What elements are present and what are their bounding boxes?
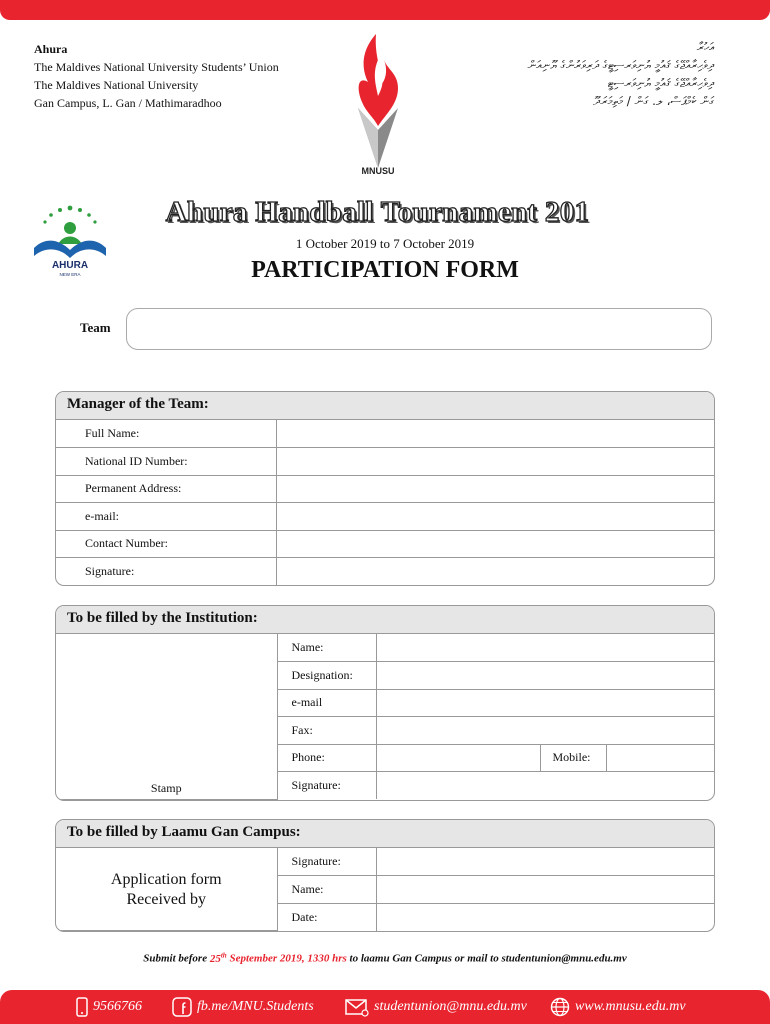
field-label: Permanent Address: [56, 475, 276, 503]
email-icon [345, 997, 369, 1017]
footer-website-text: www.mnusu.edu.mv [575, 999, 686, 1014]
footer-facebook-text: fb.me/MNU.Students [197, 999, 314, 1014]
event-dates: 1 October 2019 to 7 October 2019 [295, 236, 475, 251]
manager-section [55, 391, 715, 586]
section-heading: To be filled by Laamu Gan Campus: [56, 820, 714, 848]
footer-phone-text: 9566766 [93, 999, 142, 1014]
mnusu-torch-logo [348, 30, 408, 175]
table-row [56, 420, 714, 448]
footer-phone[interactable] [76, 997, 142, 1017]
dhivehi-line: ދިވެހިރާއްޖޭގެ ޤައުމީ ޔުނިވަރސިޓީ [607, 76, 714, 90]
org-address-block [34, 40, 279, 112]
field-label: Name: [277, 634, 376, 662]
field-label: Name: [277, 876, 376, 904]
mobile-label: Mobile: [540, 744, 606, 772]
facebook-icon [172, 997, 192, 1017]
received-by-label [56, 848, 277, 931]
received-line: Application form [110, 871, 222, 888]
national-id-field[interactable] [276, 448, 714, 476]
phone-icon [76, 997, 88, 1017]
email-field[interactable] [276, 503, 714, 531]
section-heading: Manager of the Team: [56, 392, 714, 420]
campus-name-field[interactable] [376, 876, 714, 904]
field-label: Designation: [277, 662, 376, 690]
campus-section [55, 819, 715, 932]
field-label: Date: [277, 903, 376, 931]
table-row [56, 848, 714, 876]
team-input[interactable] [126, 308, 712, 350]
ahura-logo [30, 200, 110, 280]
table-row [56, 448, 714, 476]
mobile-field[interactable] [606, 744, 714, 772]
main-logo-text: MNUSU [361, 166, 395, 175]
field-label: Fax: [277, 717, 376, 745]
field-label: Full Name: [56, 420, 276, 448]
footer-email-text: studentunion@mnu.edu.mv [374, 999, 527, 1014]
inst-email-field[interactable] [376, 689, 714, 717]
address-line: Gan Campus, L. Gan / Mathimaradhoo [34, 96, 222, 110]
submit-suffix: to laamu Gan Campus or mail to studentunion@mnu.edu.mv [349, 952, 627, 965]
event-title: Ahura Handball Tournament 201 [165, 196, 590, 228]
field-label: National ID Number: [56, 448, 276, 476]
campus-signature-field[interactable] [376, 848, 714, 876]
submit-day-suffix: th [220, 951, 227, 959]
signature-field[interactable] [276, 558, 714, 586]
fax-field[interactable] [376, 717, 714, 745]
field-label: e-mail: [56, 503, 276, 531]
table-row [56, 558, 714, 586]
received-line: Received by [126, 891, 207, 908]
side-logo-subtext: NEW ERA [59, 272, 81, 277]
org-name: Ahura [34, 42, 68, 56]
manager-table [56, 420, 714, 585]
field-label: Contact Number: [56, 530, 276, 558]
footer-bar [0, 990, 770, 1024]
inst-signature-field[interactable] [376, 772, 714, 800]
table-row [56, 475, 714, 503]
submit-prefix: Submit before [143, 952, 208, 965]
submit-deadline: September 2019, 1330 hrs [229, 952, 347, 965]
section-heading: To be filled by the Institution: [56, 606, 714, 634]
field-label: Phone: [277, 744, 376, 772]
full-name-field[interactable] [276, 420, 714, 448]
stamp-area[interactable]: Stamp [56, 634, 277, 799]
address-field[interactable] [276, 475, 714, 503]
submit-day-number: 25 [209, 952, 221, 965]
footer-email[interactable] [345, 997, 527, 1017]
phone-field[interactable] [376, 744, 540, 772]
dhivehi-address-block [439, 38, 714, 110]
footer-website[interactable] [550, 997, 686, 1017]
campus-table [56, 848, 714, 931]
field-label: e-mail [277, 689, 376, 717]
dhivehi-line: އަހުރާ [696, 40, 714, 54]
inst-name-field[interactable] [376, 634, 714, 662]
field-label: Signature: [277, 848, 376, 876]
footer-facebook[interactable] [172, 997, 314, 1017]
table-row [56, 634, 714, 662]
team-label: Team [80, 320, 111, 335]
address-line: The Maldives National University Students’ Union [34, 60, 279, 74]
dhivehi-line: ގަން ކެމްޕަސް، ލ. ގަން / މަތިމަރަދޫ [593, 94, 714, 108]
designation-field[interactable] [376, 662, 714, 690]
field-label: Signature: [56, 558, 276, 586]
address-line: The Maldives National University [34, 78, 199, 92]
table-row [56, 503, 714, 531]
globe-icon [550, 997, 570, 1017]
institution-section [55, 605, 715, 801]
form-title: PARTICIPATION FORM [251, 257, 519, 283]
table-row [56, 530, 714, 558]
dhivehi-line: ދިވެހިރާއްޖޭގެ ޤައުމީ ޔުނިވަރސިޓީގެ ދަރިވަރުންގެ ޔޫނިއަން [527, 58, 714, 72]
side-logo-text: AHURA [51, 260, 89, 271]
submit-note [0, 951, 770, 965]
date-field[interactable] [376, 903, 714, 931]
institution-table [56, 634, 714, 800]
field-label: Signature: [277, 772, 376, 800]
top-color-band [0, 0, 770, 20]
submit-day [210, 953, 227, 965]
contact-number-field[interactable] [276, 530, 714, 558]
